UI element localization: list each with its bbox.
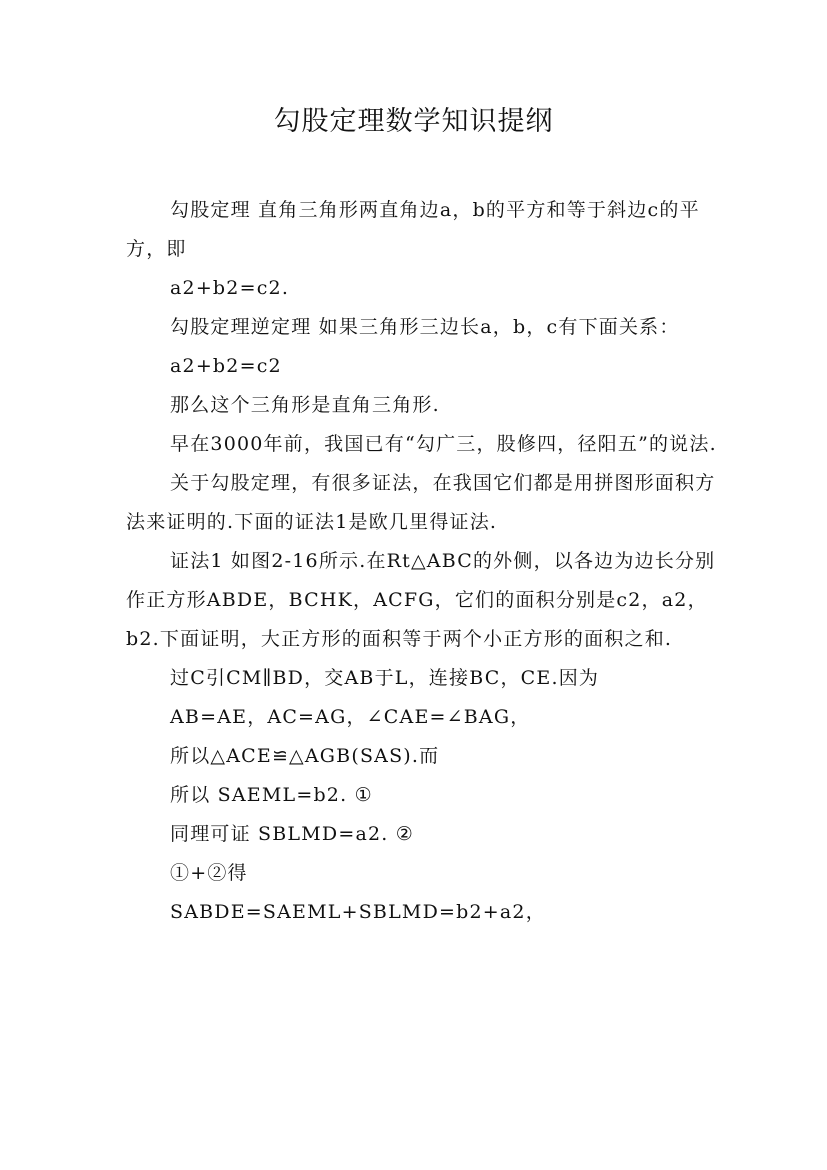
document-title: 勾股定理数学知识提纲: [273, 106, 554, 137]
proof-step: 同理可证 SBLMD=a2. ②: [170, 823, 414, 845]
paragraph-proof-1: 证法1 如图2-16所示.在Rt△ABC的外侧，以各边为边长分别作正方形ABDE，BCHK，ACFG，它们的面积分别是c2，a2，b2.下面证明，大正方形的面积等于两个小正方形的面积之和.: [126, 550, 716, 650]
document-body: [126, 191, 726, 932]
paragraph-converse-theorem: 勾股定理逆定理 如果三角形三边长a，b，c有下面关系：: [170, 316, 680, 338]
paragraph-pythagorean-theorem: 勾股定理 直角三角形两直角边a，b的平方和等于斜边c的平方，即: [126, 199, 700, 260]
proof-step: 过C引CM∥BD，交AB于L，连接BC，CE.因为: [170, 667, 600, 689]
proof-step: SABDE=SAEML+SBLMD=b2+a2，: [170, 901, 546, 923]
paragraph-conclusion: 那么这个三角形是直角三角形.: [170, 394, 440, 416]
proof-step: ①+②得: [170, 862, 248, 884]
formula-line: a2+b2=c2: [170, 355, 282, 377]
proof-step: 所以 SAEML=b2. ①: [170, 784, 373, 806]
proof-step: 所以△ACE≌△AGB(SAS).而: [170, 745, 440, 767]
paragraph-proofs-intro: 关于勾股定理，有很多证法，在我国它们都是用拼图形面积方法来证明的.下面的证法1是欧几里得证法.: [126, 472, 716, 533]
paragraph-history: 早在3000年前，我国已有“勾广三，股修四，径阳五”的说法.: [170, 433, 717, 455]
proof-step: AB=AE，AC=AG，∠CAE=∠BAG，: [170, 706, 531, 728]
formula-line: a2+b2=c2.: [170, 277, 290, 299]
